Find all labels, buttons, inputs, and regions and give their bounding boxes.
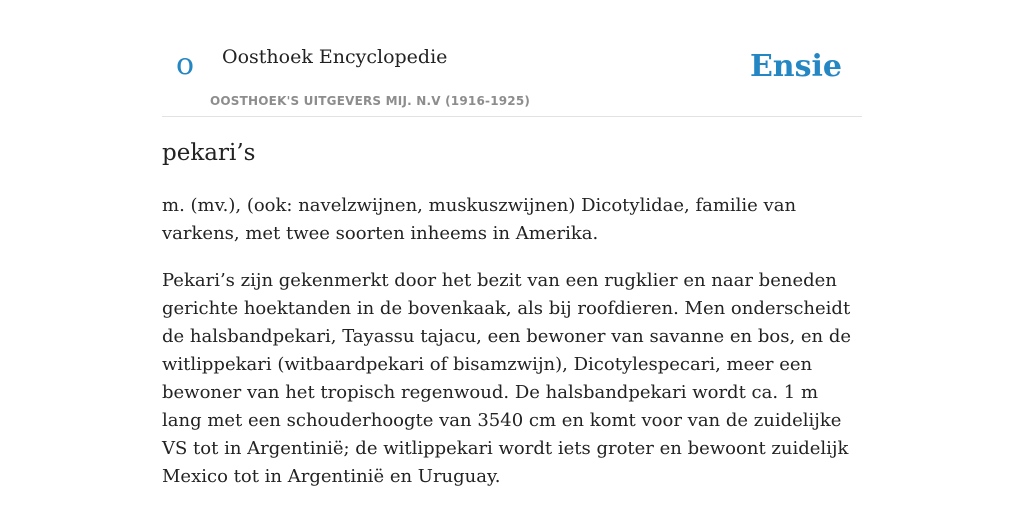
- entry-title: pekari’s: [162, 140, 256, 166]
- entry-paragraph-1: m. (mv.), (ook: navelzwijnen, muskuszwijnen) Dicotylidae, familie van varkens, met twee soorten inheems in Amerika.: [162, 195, 797, 244]
- entry-paragraph-2: Pekari’s zijn gekenmerkt door het bezit van een rugklier en naar beneden gerichte hoektanden in de bovenkaak, als bij roofdieren. Men onderscheidt de halsbandpekari, Tayassu tajacu, een bewoner van savanne en bos, en de witlippekari (witbaardpekari of bisamzwijn), Dicotylespecari, meer een bewoner van het tropisch regenwoud. De halsbandpekari wordt ca. 1 m lang met een schouderhoogte van 3540 cm en komt voor van de zuidelijke VS tot in Argentinië; de witlippekari wordt iets groter en bewoont zuidelijk Mexico tot in Argentinië en Uruguay.: [162, 270, 852, 487]
- ensie-logo[interactable]: Ensie: [749, 49, 842, 84]
- logo-icon[interactable]: o: [176, 47, 195, 82]
- page: [162, 0, 862, 487]
- site-header: [162, 0, 862, 117]
- publisher-label: OOSTHOEK'S UITGEVERS MIJ. N.V (1916-1925): [210, 94, 531, 108]
- encyclopedia-title[interactable]: Oosthoek Encyclopedie: [222, 46, 448, 68]
